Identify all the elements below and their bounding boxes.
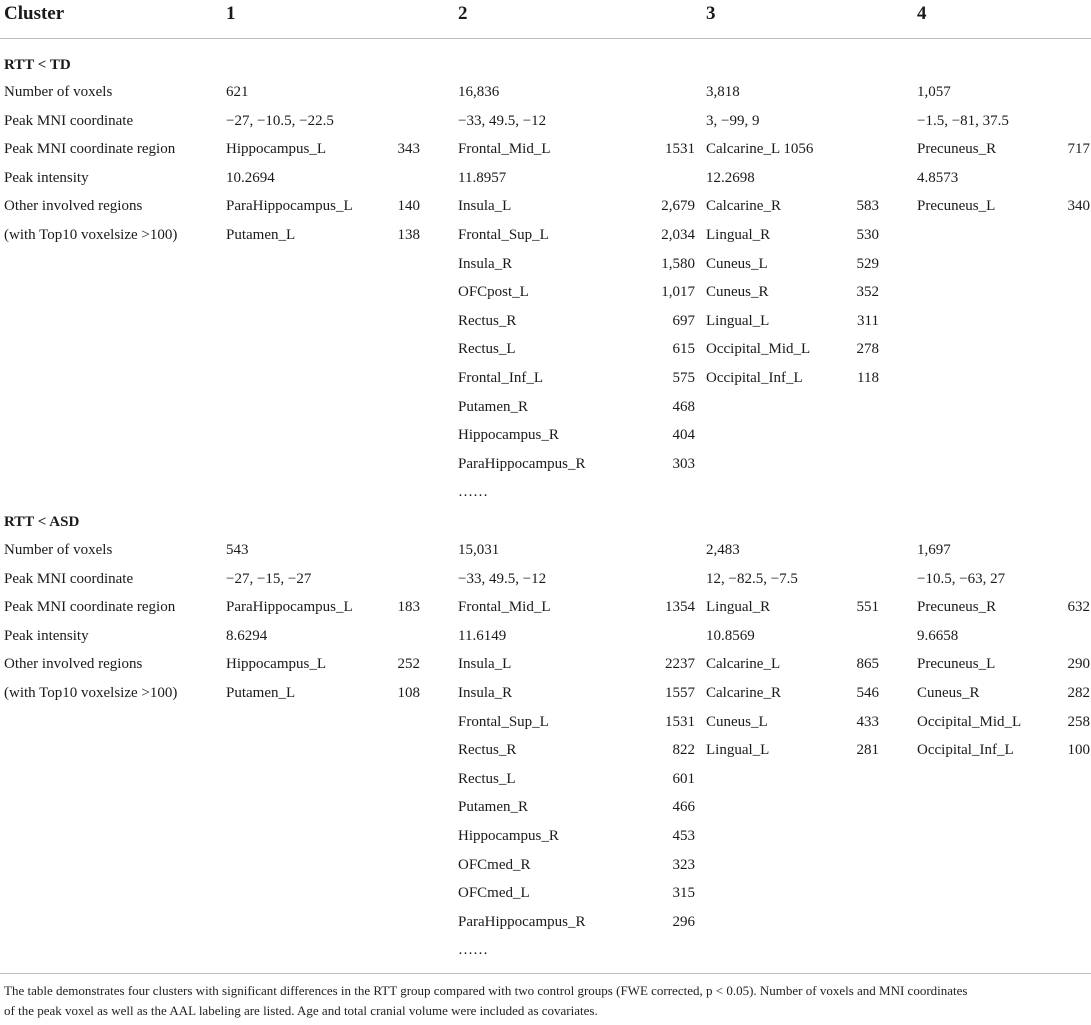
cell-c3-value: Occipital_Inf_L [706,370,803,386]
cell-c4-count: 340 [1067,198,1090,215]
cell-c3-count: 865 [856,656,879,673]
cell-c3-value: Lingual_R [706,227,771,243]
cell-c1-value: Hippocampus_L [226,656,326,673]
cell-c3-value: 2,483 [706,542,740,558]
cell-c2-count: 601 [672,770,695,787]
cell-c4-value: Precuneus_L [917,198,996,215]
cell-c2-value: −33, 49.5, −12 [458,112,547,129]
cell-c2-value: Frontal_Inf_L [458,370,543,386]
cell-c2-count: 822 [672,742,695,759]
cell-c2-value: Putamen_R [458,398,528,415]
cell-c2-count: 468 [672,398,695,415]
cell-c4-count: 717 [1067,141,1090,158]
cell-row-label: Peak intensity [4,627,89,644]
cell-c2-value: Insula_L [458,198,512,215]
cell-c1-count: 343 [397,141,420,158]
cell-c4-count: 100 [1067,742,1090,759]
cell-c4-value: 1,057 [917,84,951,100]
header-cluster: Cluster [4,3,65,24]
table-header-row [0,0,1091,39]
cell-c2-value: 15,031 [458,542,500,558]
section-heading: RTT < ASD [4,514,80,530]
cell-c2-value: Frontal_Sup_L [458,713,549,730]
cell-row-label: (with Top10 voxelsize >100) [4,685,178,701]
cell-c3-count: 118 [857,370,879,386]
cell-c3-count: 583 [856,198,879,215]
cell-c4-count: 258 [1067,713,1090,730]
cell-c1-count: 183 [397,599,420,616]
cell-c2-value: Insula_R [458,255,513,272]
cell-c2-value: OFCmed_R [458,856,531,873]
cell-c1-value: ParaHippocampus_L [226,198,353,215]
table-bottom-rule [0,973,1091,974]
cell-row-label: Other involved regions [4,656,143,673]
cell-c2-count: 2237 [665,656,695,673]
cell-c3-count: 352 [856,284,879,301]
cell-c3-count: 530 [856,227,879,243]
cell-c3-value: 12, −82.5, −7.5 [706,570,798,587]
footnote-line: of the peak voxel as well as the AAL labeling are listed. Age and total cranial volume were included as covariates. [4,1003,598,1018]
cell-c1-value: Putamen_L [226,227,296,243]
cell-c4-value: −1.5, −81, 37.5 [917,112,1009,129]
section-heading: RTT < TD [4,57,71,73]
cell-c2-count: 575 [672,370,695,386]
cell-c2-count: 404 [672,427,695,444]
header-cluster-3: 3 [706,3,716,24]
cell-c3-count: 278 [856,341,879,358]
cell-c1-value: 621 [226,84,249,100]
cell-c2-count: 315 [672,885,695,902]
cell-c2-value: 11.8957 [458,169,507,186]
cell-c3-value: Calcarine_R [706,198,781,215]
cell-c2-value: …… [458,942,488,959]
cell-c2-count: 296 [672,913,695,930]
header-cluster-4: 4 [917,3,927,24]
cell-c4-value: Occipital_Inf_L [917,742,1014,759]
cell-c3-value: Cuneus_R [706,284,769,301]
cell-c2-value: OFCpost_L [458,284,529,301]
cell-c2-value: OFCmed_L [458,885,530,902]
cell-c2-value: Hippocampus_R [458,427,559,444]
cell-c4-value: −10.5, −63, 27 [917,570,1006,587]
cell-c3-count: 529 [856,255,879,272]
cell-c3-value: 12.2698 [706,169,755,186]
cell-c2-count: 453 [672,828,695,844]
cell-c3-value: Lingual_L [706,312,770,329]
cell-c2-count: 2,034 [661,227,695,243]
cell-c2-value: Hippocampus_R [458,828,559,844]
cell-c1-count: 108 [397,685,420,701]
cell-c2-count: 1,017 [661,284,695,301]
cell-c2-value: Frontal_Sup_L [458,227,549,243]
cell-c1-value: 10.2694 [226,169,275,186]
cell-c3-value: Calcarine_R [706,685,781,701]
cell-c2-count: 323 [672,856,695,873]
cell-c1-count: 138 [397,227,420,243]
cell-c4-value: 4.8573 [917,169,959,186]
cell-c3-count: 546 [856,685,879,701]
cell-c2-value: Rectus_R [458,742,517,759]
cell-c2-value: ParaHippocampus_R [458,913,586,930]
cell-c1-value: −27, −10.5, −22.5 [226,112,334,129]
cell-row-label: Peak MNI coordinate [4,570,134,587]
cell-c4-value: Occipital_Mid_L [917,713,1022,730]
cell-c2-value: Rectus_R [458,312,517,329]
cell-c4-value: Precuneus_R [917,141,997,158]
cell-c2-value: Insula_R [458,685,513,701]
cell-row-label: Peak intensity [4,169,89,186]
cell-c3-value: Calcarine_L [706,656,781,673]
cell-c2-count: 303 [672,455,695,472]
cell-c1-value: 8.6294 [226,627,268,644]
cell-c4-value: Cuneus_R [917,685,980,701]
cell-c2-value: 11.6149 [458,627,507,644]
cell-c3-value: Lingual_L [706,742,770,759]
cell-row-label: Number of voxels [4,542,113,558]
cell-c4-count: 282 [1067,685,1090,701]
cell-c2-count: 1,580 [661,255,695,272]
cell-c1-value: 543 [226,542,249,558]
cell-c2-value: …… [458,484,488,501]
cell-c2-value: Frontal_Mid_L [458,141,551,158]
cell-c2-count: 615 [672,341,695,358]
cell-c2-value: Rectus_L [458,341,516,358]
cell-c2-count: 1354 [665,599,695,616]
cell-row-label: (with Top10 voxelsize >100) [4,227,178,243]
cell-c2-value: ParaHippocampus_R [458,455,586,472]
cell-c3-value: Cuneus_L [706,255,768,272]
cell-c4-count: 290 [1067,656,1090,673]
cell-c2-count: 2,679 [661,198,695,215]
cell-c4-value: 1,697 [917,542,951,558]
cell-c2-value: Frontal_Mid_L [458,599,551,616]
cell-c2-value: Putamen_R [458,799,528,816]
cell-row-label: Number of voxels [4,84,113,100]
cell-c3-count: 311 [857,312,879,329]
cell-c4-count: 632 [1067,599,1090,616]
cell-c3-value: 3, −99, 9 [706,112,760,129]
cell-c3-value: Occipital_Mid_L [706,341,811,358]
cell-c3-value: 3,818 [706,84,740,100]
cell-c3-value: Calcarine_L 1056 [706,141,814,158]
cell-c3-count: 551 [856,599,879,616]
cell-c1-value: Putamen_L [226,685,296,701]
cell-c1-value: Hippocampus_L [226,141,326,158]
cell-c3-count: 433 [856,713,879,730]
cell-c4-value: Precuneus_R [917,599,997,616]
cell-c2-value: Insula_L [458,656,512,673]
cell-c2-count: 1531 [665,713,695,730]
cell-c2-count: 1531 [665,141,695,158]
cell-row-label: Peak MNI coordinate [4,112,134,129]
footnote-line: The table demonstrates four clusters with significant differences in the RTT group compared with two control groups (FWE corrected, p < 0.05). Number of voxels and MNI coordinates [4,983,968,998]
cell-c1-value: −27, −15, −27 [226,570,312,587]
cell-row-label: Peak MNI coordinate region [4,141,176,158]
cell-c3-value: Lingual_R [706,599,771,616]
cell-c2-count: 466 [672,799,695,816]
header-cluster-1: 1 [226,3,236,24]
cell-c1-count: 140 [397,198,420,215]
cell-c3-count: 281 [856,742,879,759]
cell-c2-value: 16,836 [458,84,500,100]
cell-c4-value: 9.6658 [917,627,959,644]
cell-c2-count: 697 [672,312,695,329]
cell-c3-value: 10.8569 [706,627,755,644]
table-footnote [4,981,1086,1021]
cell-row-label: Other involved regions [4,198,143,215]
cell-c2-count: 1557 [665,685,695,701]
cell-c4-value: Precuneus_L [917,656,996,673]
header-cluster-2: 2 [458,3,468,24]
cell-c3-value: Cuneus_L [706,713,768,730]
cell-c1-value: ParaHippocampus_L [226,599,353,616]
cell-c2-value: −33, 49.5, −12 [458,570,547,587]
cell-c2-value: Rectus_L [458,770,516,787]
cell-c1-count: 252 [397,656,420,673]
cell-row-label: Peak MNI coordinate region [4,599,176,616]
